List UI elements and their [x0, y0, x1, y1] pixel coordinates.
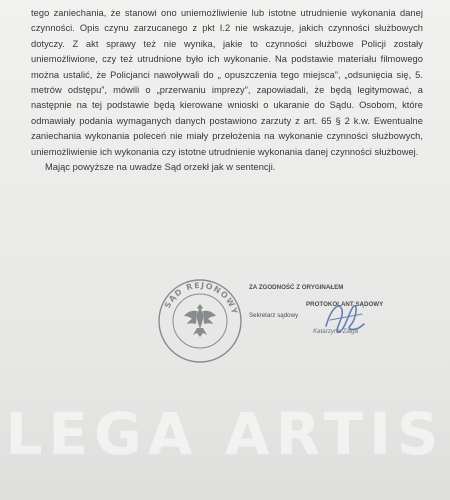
- certification-heading: ZA ZGODNOŚĆ Z ORYGINAŁEM: [249, 284, 344, 291]
- signatory-name: Katarzyna Zalga: [313, 328, 359, 335]
- watermark-text: LEGA ARTIS: [5, 400, 445, 468]
- handwritten-signature-icon: [320, 296, 368, 340]
- certification-left-label: Sekretarz sądowy: [249, 312, 299, 319]
- eagle-emblem-icon: [184, 304, 216, 337]
- document-body: [31, 6, 423, 175]
- paragraph-reasoning: tego zaniechania, że stanowi ono uniemożliwienie lub istotne utrudnienie wykonania danej czynności. Opis czynu zarzucanego z pkt I.2 nie wskazuje, jakich czynności służbowych dotyczy. Z akt sprawy też nie wynika, jakie to czynności służbowe Policji zostały uniemożliwione, czy też utrudnione było ich wykonanie. Na podstawie materiału filmowego można ustalić, że Policjanci nawoływali do „ opuszczenia tego miejsca”, „odsunięcia się, 5. metrów odstępu”, mówili o „przerwaniu imprezy”, zapowiadali, że będą legitymować, a następnie na tej podstawie będą kierowane wnioski o ukaranie do Sądu. Osobom, które odmawiały podania wymaganych danych postawiono zarzuty z art. 65 § 2 k.w. Ewentualne zaniechania wykonania poleceń nie miały przełożenia na wykonanie czynności służbowych, uniemożliwienie ich wykonania czy istotne utrudnienie wykonania danej czynności służbowej.: [31, 8, 423, 157]
- paragraph-conclusion: Mając powyższe na uwadze Sąd orzekł jak w sentencji.: [45, 162, 276, 173]
- certification-right-label: PROTOKOLANT SĄDOWY: [306, 301, 384, 308]
- seal-ring-text: SĄD REJONOWY: [162, 280, 240, 316]
- court-seal-stamp: [157, 278, 243, 364]
